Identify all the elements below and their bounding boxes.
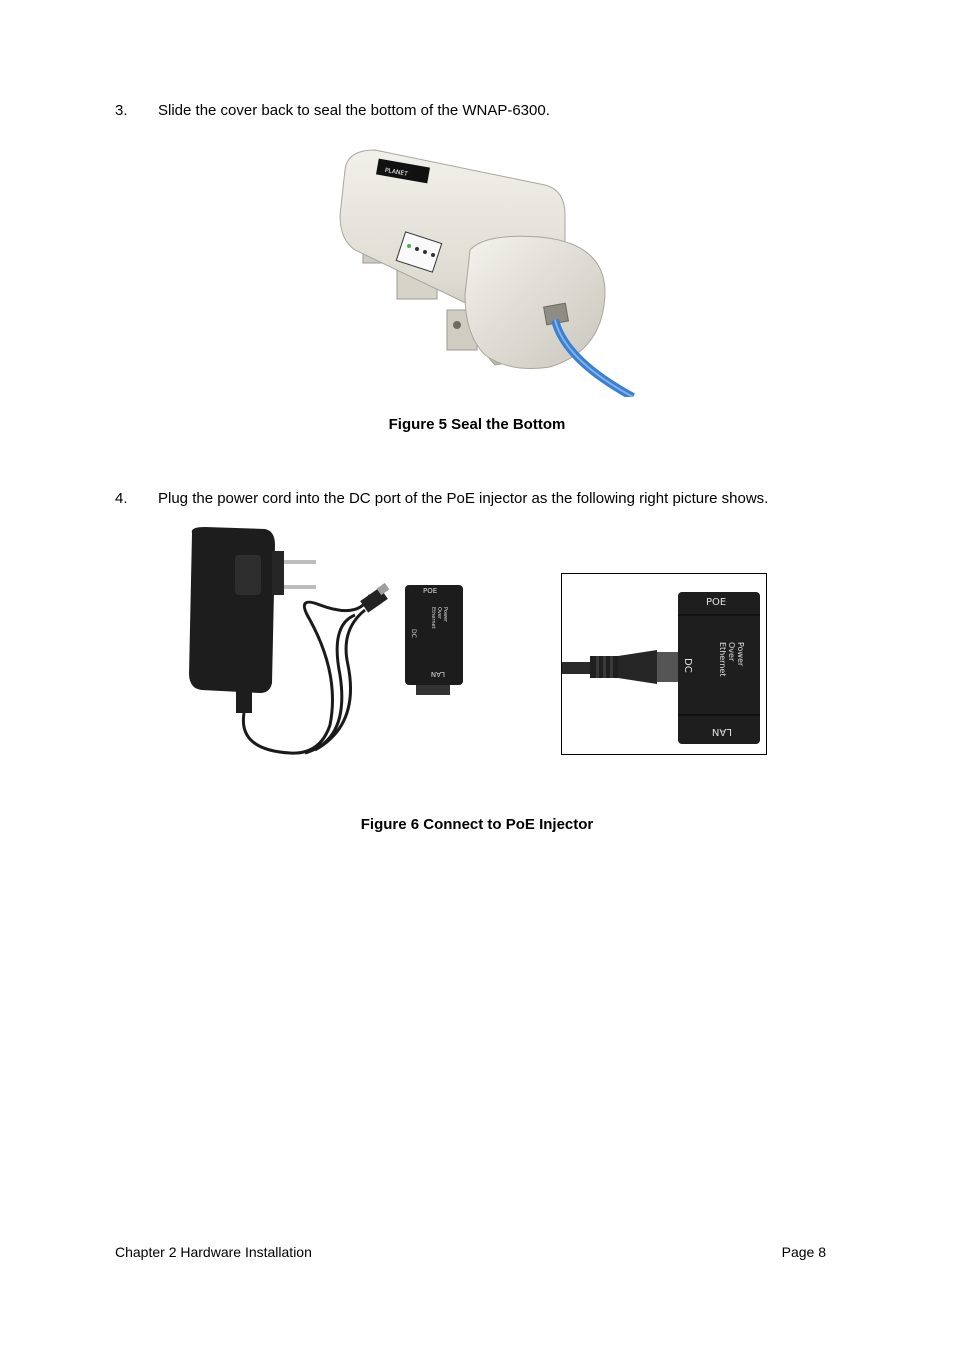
injector-dc-label: DC (410, 629, 417, 638)
step-3-number: 3. (115, 102, 128, 119)
injector-power-label: Power (442, 607, 448, 623)
figure-5-caption: Figure 5 Seal the Bottom (388, 416, 566, 433)
svg-text:PLANET: PLANET (384, 166, 409, 178)
closeup-ethernet-label: Ethernet (718, 642, 727, 677)
figure-6-right-image (561, 573, 767, 755)
figure-6-left-image (180, 525, 500, 760)
step-3-text: Slide the cover back to seal the bottom of the WNAP-6300. (158, 102, 550, 119)
injector-poe-label: POE (423, 587, 438, 595)
closeup-over-label: Over (727, 642, 736, 662)
closeup-dc-label: DC (682, 658, 693, 673)
injector-over-label: Over (436, 607, 442, 620)
injector-lan-label: LAN (430, 670, 445, 678)
closeup-lan-label: LAN (711, 726, 732, 737)
figure-6-caption: Figure 6 Connect to PoE Injector (360, 816, 594, 833)
footer-chapter: Chapter 2 Hardware Installation (115, 1244, 312, 1260)
figure-5-image (335, 145, 635, 397)
step-4-number: 4. (115, 490, 128, 507)
step-4-text: Plug the power cord into the DC port of the PoE injector as the following right picture shows. (158, 490, 769, 507)
footer-page-number: Page 8 (781, 1244, 826, 1260)
closeup-power-label: Power (736, 642, 745, 667)
injector-ethernet-label: Ethernet (430, 607, 436, 629)
closeup-poe-label: POE (706, 597, 727, 608)
